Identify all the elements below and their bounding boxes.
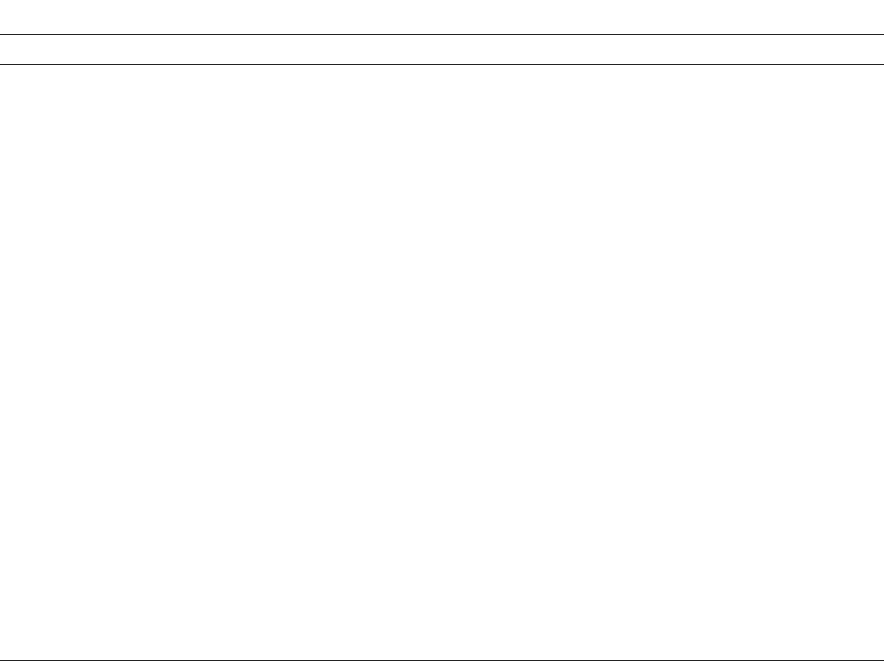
top-rule xyxy=(0,34,884,35)
bottom-rule xyxy=(0,660,884,661)
header-rule xyxy=(0,64,884,65)
